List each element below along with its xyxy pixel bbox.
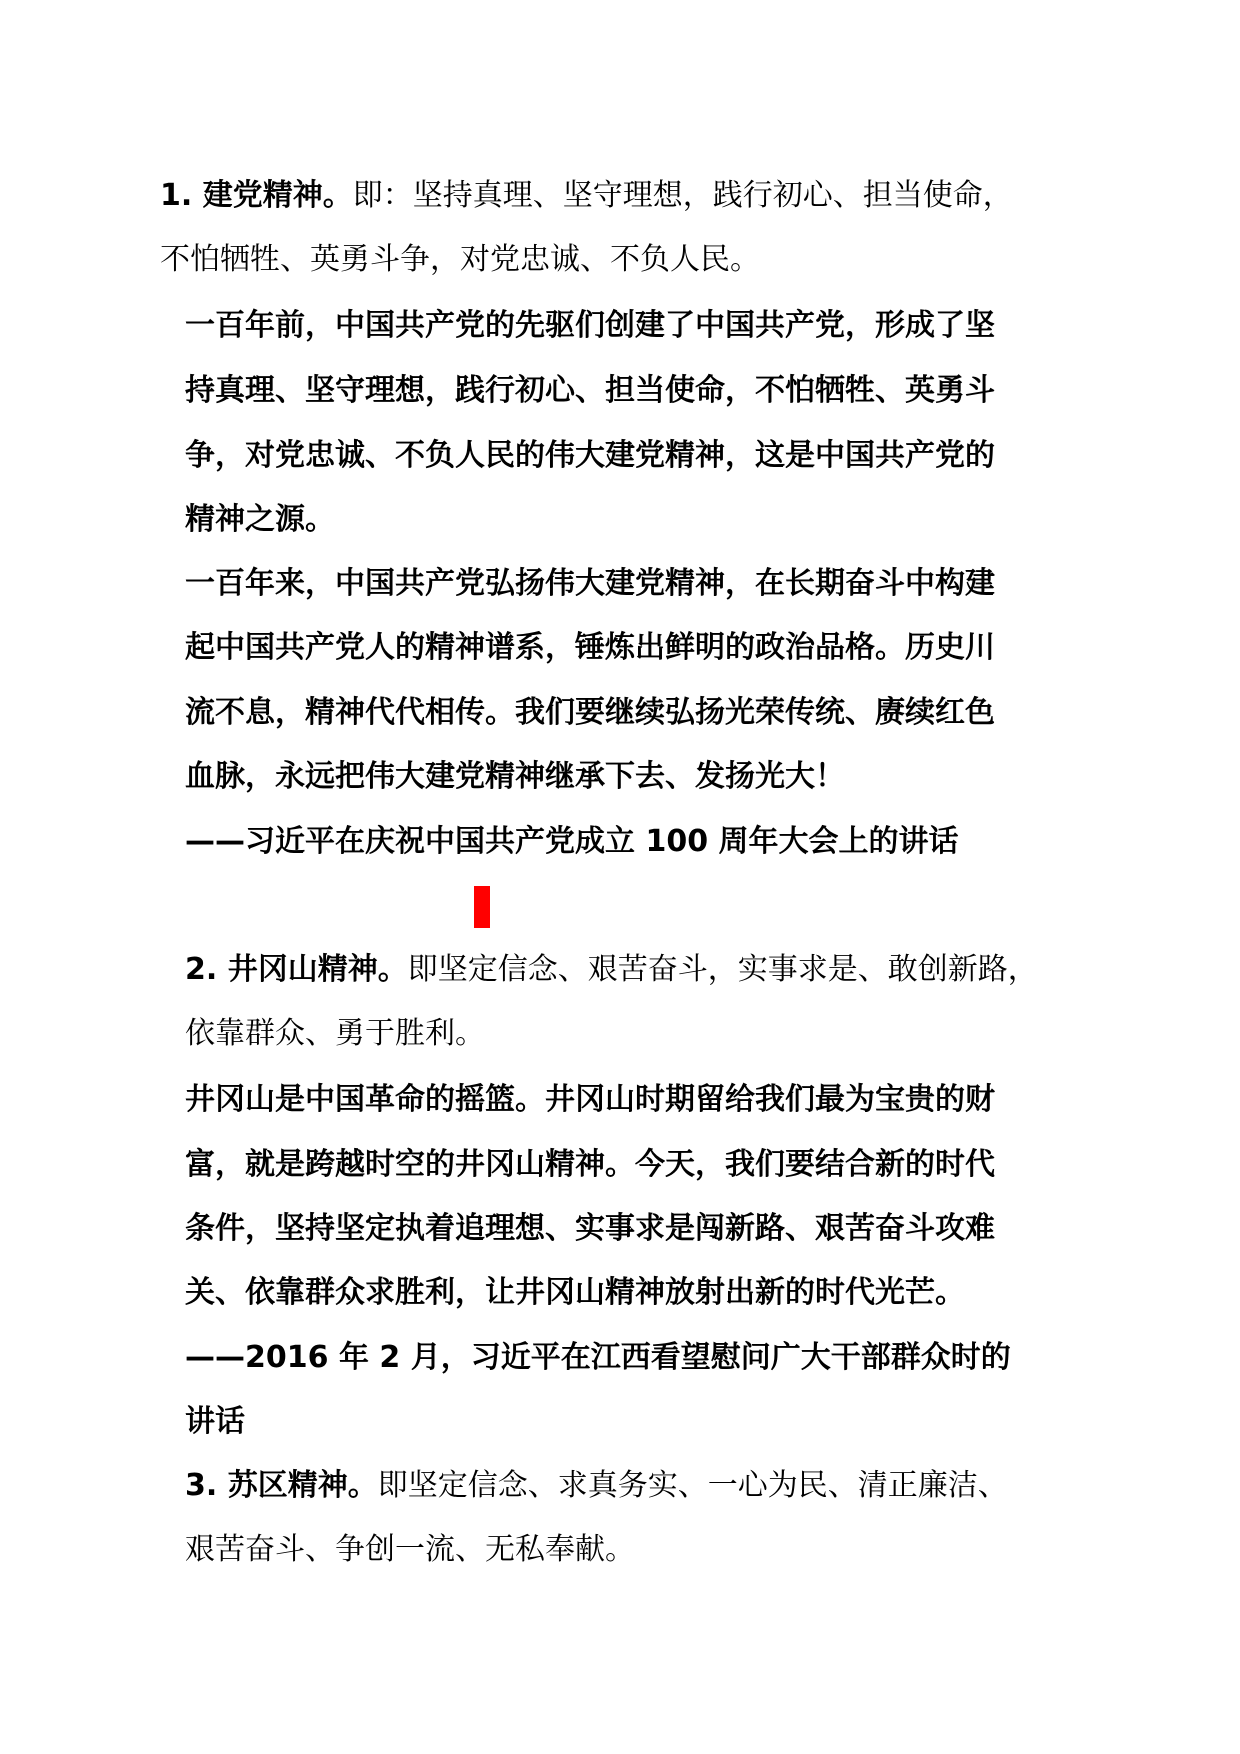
- section-2-title: 2. 井冈山精神。: [185, 952, 408, 987]
- section-2-paragraph-line-2: 富，就是跨越时空的井冈山精神。今天，我们要结合新的时代: [185, 1147, 995, 1182]
- section-1-source: ——习近平在庆祝中国共产党成立 100 周年大会上的讲话: [185, 824, 959, 859]
- section-2-definition-line-2: 依靠群众、勇于胜利。: [185, 1016, 485, 1051]
- section-2-definition-line-1: [185, 950, 1038, 990]
- section-2-paragraph-line-1: 井冈山是中国革命的摇篮。井冈山时期留给我们最为宝贵的财: [185, 1082, 995, 1117]
- section-1-paragraph-1-line-1: 一百年前，中国共产党的先驱们创建了中国共产党，形成了坚: [185, 308, 995, 343]
- section-1-paragraph-1-line-3: 争，对党忠诚、不负人民的伟大建党精神，这是中国共产党的: [185, 438, 995, 473]
- section-2-paragraph-line-4: 关、依靠群众求胜利，让井冈山精神放射出新的时代光芒。: [185, 1275, 965, 1310]
- section-3-title: 3. 苏区精神。: [185, 1468, 378, 1503]
- section-1-paragraph-2-line-4: 血脉，永远把伟大建党精神继承下去、发扬光大！: [185, 759, 845, 794]
- section-1-definition-line-2: 不怕牺牲、英勇斗争，对党忠诚、不负人民。: [160, 242, 760, 277]
- section-1-definition: 即：坚持真理、坚守理想，践行初心、担当使命，: [352, 178, 1013, 213]
- section-2-source-line-2: 讲话: [185, 1404, 245, 1439]
- section-1-paragraph-1-line-4: 精神之源。: [185, 502, 335, 537]
- section-3-definition-line-1: [185, 1466, 1008, 1506]
- section-1-definition-line-1: [160, 176, 1013, 216]
- section-1-paragraph-1-line-2: 持真理、坚守理想，践行初心、担当使命，不怕牺牲、英勇斗: [185, 373, 995, 408]
- section-2-definition: 即坚定信念、艰苦奋斗，实事求是、敢创新路，: [407, 952, 1038, 987]
- section-1-paragraph-2-line-2: 起中国共产党人的精神谱系，锤炼出鲜明的政治品格。历史川: [185, 630, 995, 665]
- section-2-source-line-1: ——2016 年 2 月，习近平在江西看望慰问广大干部群众时的: [185, 1340, 1011, 1375]
- section-2-paragraph-line-3: 条件，坚持坚定执着追理想、实事求是闯新路、艰苦奋斗攻难: [185, 1211, 995, 1246]
- section-1-paragraph-2-line-3: 流不息，精神代代相传。我们要继续弘扬光荣传统、赓续红色: [185, 695, 995, 730]
- section-1-paragraph-2-line-1: 一百年来，中国共产党弘扬伟大建党精神，在长期奋斗中构建: [185, 566, 995, 601]
- period-heading: [474, 886, 490, 928]
- section-3-definition: 即坚定信念、求真务实、一心为民、清正廉洁、: [377, 1468, 1008, 1503]
- section-1-title: 1. 建党精神。: [160, 178, 353, 213]
- section-3-definition-line-2: 艰苦奋斗、争创一流、无私奉献。: [185, 1532, 635, 1567]
